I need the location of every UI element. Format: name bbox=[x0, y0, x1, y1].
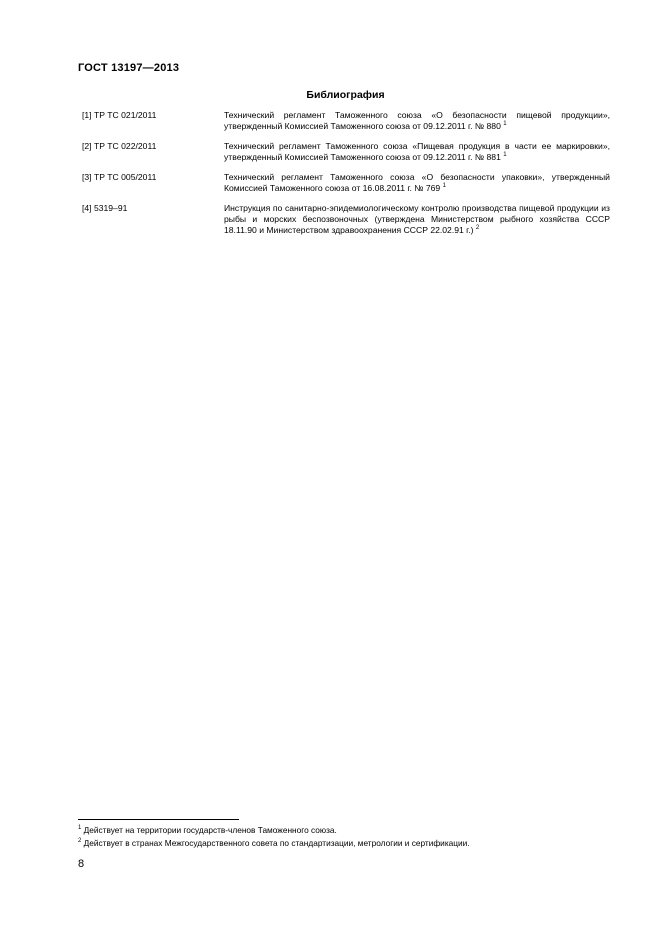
bibliography-ref: [3] ТР ТС 005/2011 bbox=[82, 172, 157, 182]
footnote-ref: 1 bbox=[503, 152, 507, 158]
section-title: Библиография bbox=[306, 89, 385, 101]
bibliography-ref: [2] ТР ТС 022/2011 bbox=[82, 141, 157, 151]
footnote-mark: 1 bbox=[78, 825, 82, 831]
footnote-divider bbox=[78, 819, 239, 820]
footnote bbox=[78, 824, 470, 837]
bibliography-ref: [4] 5319–91 bbox=[82, 203, 128, 213]
bibliography-text-body: Технический регламент Таможенного союза «О безопасности упаковки», утвержденный Комиссией Таможенного союза от 16.08.2011 г. № 769 bbox=[224, 172, 610, 193]
bibliography-text bbox=[224, 172, 610, 194]
footnotes bbox=[78, 824, 470, 849]
bibliography-text-body: Технический регламент Таможенного союза «О безопасности пищевой продукции», утвержденный Комиссией Таможенного союза от 09.12.2011 г. № 880 bbox=[224, 110, 610, 131]
footnote-ref: 2 bbox=[475, 225, 480, 231]
footnote-text: Действует в странах Межгосударственного совета по стандартизации, метрологии и сертификации. bbox=[83, 837, 470, 848]
bibliography-entry bbox=[82, 203, 610, 236]
bibliography-text bbox=[224, 203, 610, 236]
page-number: 8 bbox=[78, 858, 85, 870]
bibliography-entry bbox=[82, 172, 610, 194]
bibliography-entry bbox=[82, 110, 610, 132]
footnote-mark: 2 bbox=[78, 837, 82, 844]
footnote-ref: 1 bbox=[442, 183, 446, 189]
footnote bbox=[78, 837, 470, 850]
bibliography-list bbox=[82, 110, 610, 245]
bibliography-entry bbox=[82, 141, 610, 163]
bibliography-ref: [1] ТР ТС 021/2011 bbox=[82, 110, 157, 120]
bibliography-text bbox=[224, 141, 610, 163]
footnote-text: Действует на территории государств-членов Таможенного союза. bbox=[83, 825, 337, 835]
bibliography-text-body: Технический регламент Таможенного союза «Пищевая продукция в части ее маркировки», утвержденный Комиссией Таможенного союза от 09.12.2011 г. № 881 bbox=[224, 141, 610, 162]
footnote-ref: 1 bbox=[503, 121, 507, 127]
bibliography-text-body: Инструкция по санитарно-эпидемиологическому контролю производства пищевой продукции из рыбы и морских беспозвоночных (утверждена Министерством рыбного хозяйства СССР 18.11.90 и Министерством здравоохранения СССР 22.02.91 г.) bbox=[224, 203, 610, 235]
document-header: ГОСТ 13197—2013 bbox=[78, 62, 180, 74]
bibliography-text bbox=[224, 110, 610, 132]
